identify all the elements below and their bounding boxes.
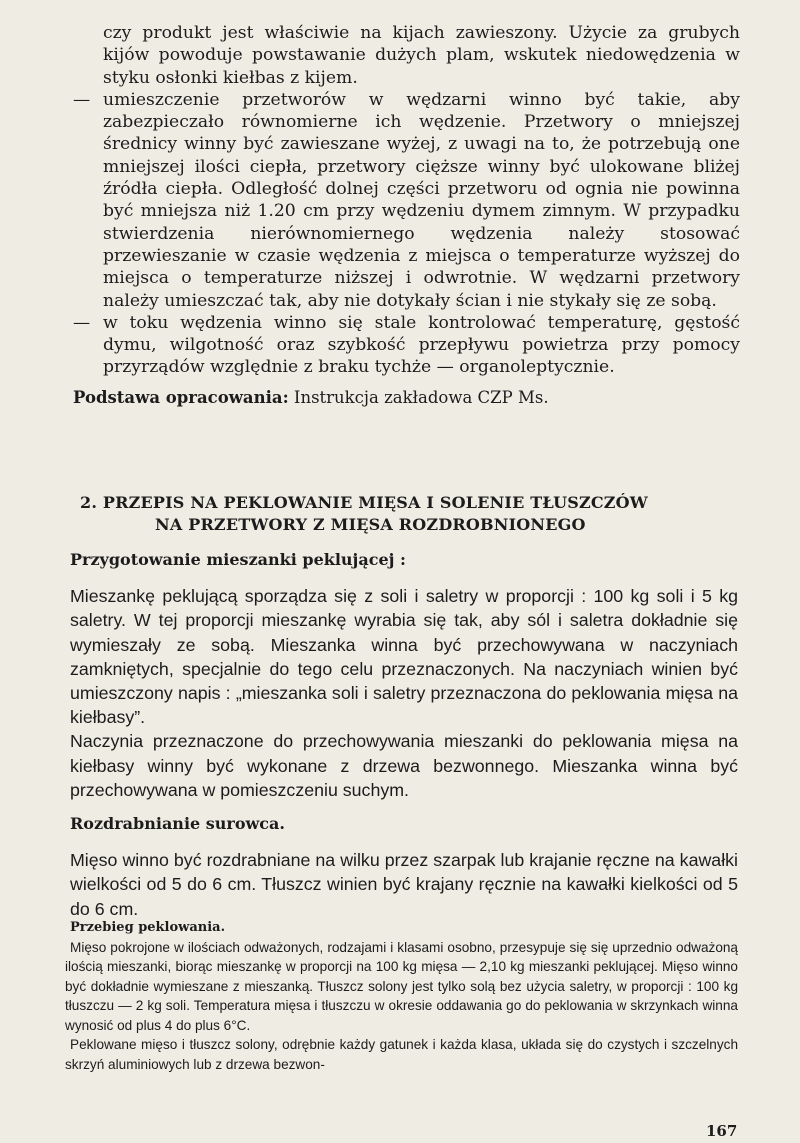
curing-paragraph-2: Peklowane mięso i tłuszcz solony, odrębnie każdy gatunek i każda klasa, układa się do czystych i szczelnych skrzyń aluminiowych lub z drzewa bezwon- bbox=[65, 1037, 738, 1072]
continued-paragraph: czy produkt jest właściwie na kijach zawieszony. Użycie za grubych kijów powoduje powstawanie dużych plam, wskutek niedowędzenia w styku osłonki kiełbas z kijem. bbox=[103, 23, 740, 88]
page-number: 167 bbox=[706, 1122, 738, 1140]
subheading-grinding: Rozdrabnianie surowca. bbox=[70, 814, 285, 834]
curing-paragraph-1: Mięso pokrojone w ilościach odważonych, rodzajami i klasami osobno, przesypuje się się uprzednio odważoną ilością mieszanki, biorąc mieszankę w proporcji na 100 kg mięsa — 2,10 kg mieszanki peklującej. Mięso winno być dokładnie wymieszane z mieszanką. Tłuszcz solony jest tylko solą bez użycia saletry, w proporcji : 100 kg tłuszczu — 2 kg soli. Temperatura mięsa i tłuszczu w okresie oddawania go do peklowania w skrzynkach winna wynosić od plus 4 do plus 6°C. bbox=[65, 939, 738, 1033]
source-line bbox=[73, 387, 740, 409]
source-text: Instrukcja zakładowa CZP Ms. bbox=[293, 387, 549, 407]
small-print-section bbox=[65, 918, 738, 1074]
mixture-paragraph-1: Mieszankę peklującą sporządza się z soli i saletry w proporcji : 100 kg soli i 5 kg saletry. W tej proporcji mieszankę wyrabia się tak, aby sól i saletra dokładnie się wymieszały ze sobą. Mieszanka winna być przechowywana w naczyniach zamkniętych, specjalnie do tego celu przeznaczonych. Na naczyniach winien być umieszczony napis : „mieszanka soli i saletry przeznaczona do peklowania mięsa na kiełbasy”. bbox=[70, 586, 738, 728]
section-title bbox=[80, 492, 740, 536]
bullet-control bbox=[73, 312, 740, 379]
subheading-curing: Przebieg peklowania. bbox=[70, 920, 226, 935]
grinding-paragraph: Mięso winno być rozdrabniane na wilku przez szarpak lub krajanie ręczne na kawałki wielkości od 5 do 6 cm. Tłuszcz winien być krajany ręcznie na kawałki kielkości od 5 do 6 cm. bbox=[70, 850, 738, 919]
subheading-mixture: Przygotowanie mieszanki peklującej : bbox=[70, 550, 406, 569]
section-title-line1: 2. PRZEPIS NA PEKLOWANIE MIĘSA I SOLENIE TŁUSZCZÓW bbox=[80, 493, 648, 512]
bullet-dash: — bbox=[73, 89, 91, 110]
bullet-text: umieszczenie przetworów w wędzarni winno być takie, aby zabezpieczało równomierne ich wędzenie. Przetwory o mniejszej średnicy winny być zawieszane wyżej, z uwagi na to, że potrzebują one mniejszej ilości ciepła, przetwory cięższe winny być ulokowane bliżej źródła ciepła. Odległość dolnej części przetworu od ognia nie powinna być mniejsza niż 1.20 cm przy wędzeniu dymem zimnym. W przypadku stwierdzenia nierównomiernego wędzenia należy stosować przewieszanie w czasie wędzenia z miejsca o temperaturze wyższej do miejsca o temperaturze niższej i odwrotnie. W wędzarni przetwory należy umieszczać tak, aby nie dotykały ścian i nie stykały się ze sobą. bbox=[103, 89, 740, 311]
section-title-line2: NA PRZETWORY Z MIĘSA ROZDROBNIONEGO bbox=[155, 515, 586, 534]
main-body bbox=[70, 548, 738, 921]
bullet-placement bbox=[73, 89, 740, 312]
bullet-dash: — bbox=[73, 312, 91, 333]
bullet-text: w toku wędzenia winno się stale kontrolować temperaturę, gęstość dymu, wilgotność oraz szybkość przepływu powietrza przy pomocy przyrządów względnie z braku tychże — organoleptycznie. bbox=[103, 312, 740, 378]
source-label: Podstawa opracowania: bbox=[73, 387, 289, 407]
mixture-paragraph-2: Naczynia przeznaczone do przechowywania mieszanki do peklowania mięsa na kiełbasy winny być wykonane z drzewa bezwonnego. Mieszanka winna być przechowywana w pomieszczeniu suchym. bbox=[70, 731, 738, 800]
upper-section bbox=[73, 22, 740, 409]
